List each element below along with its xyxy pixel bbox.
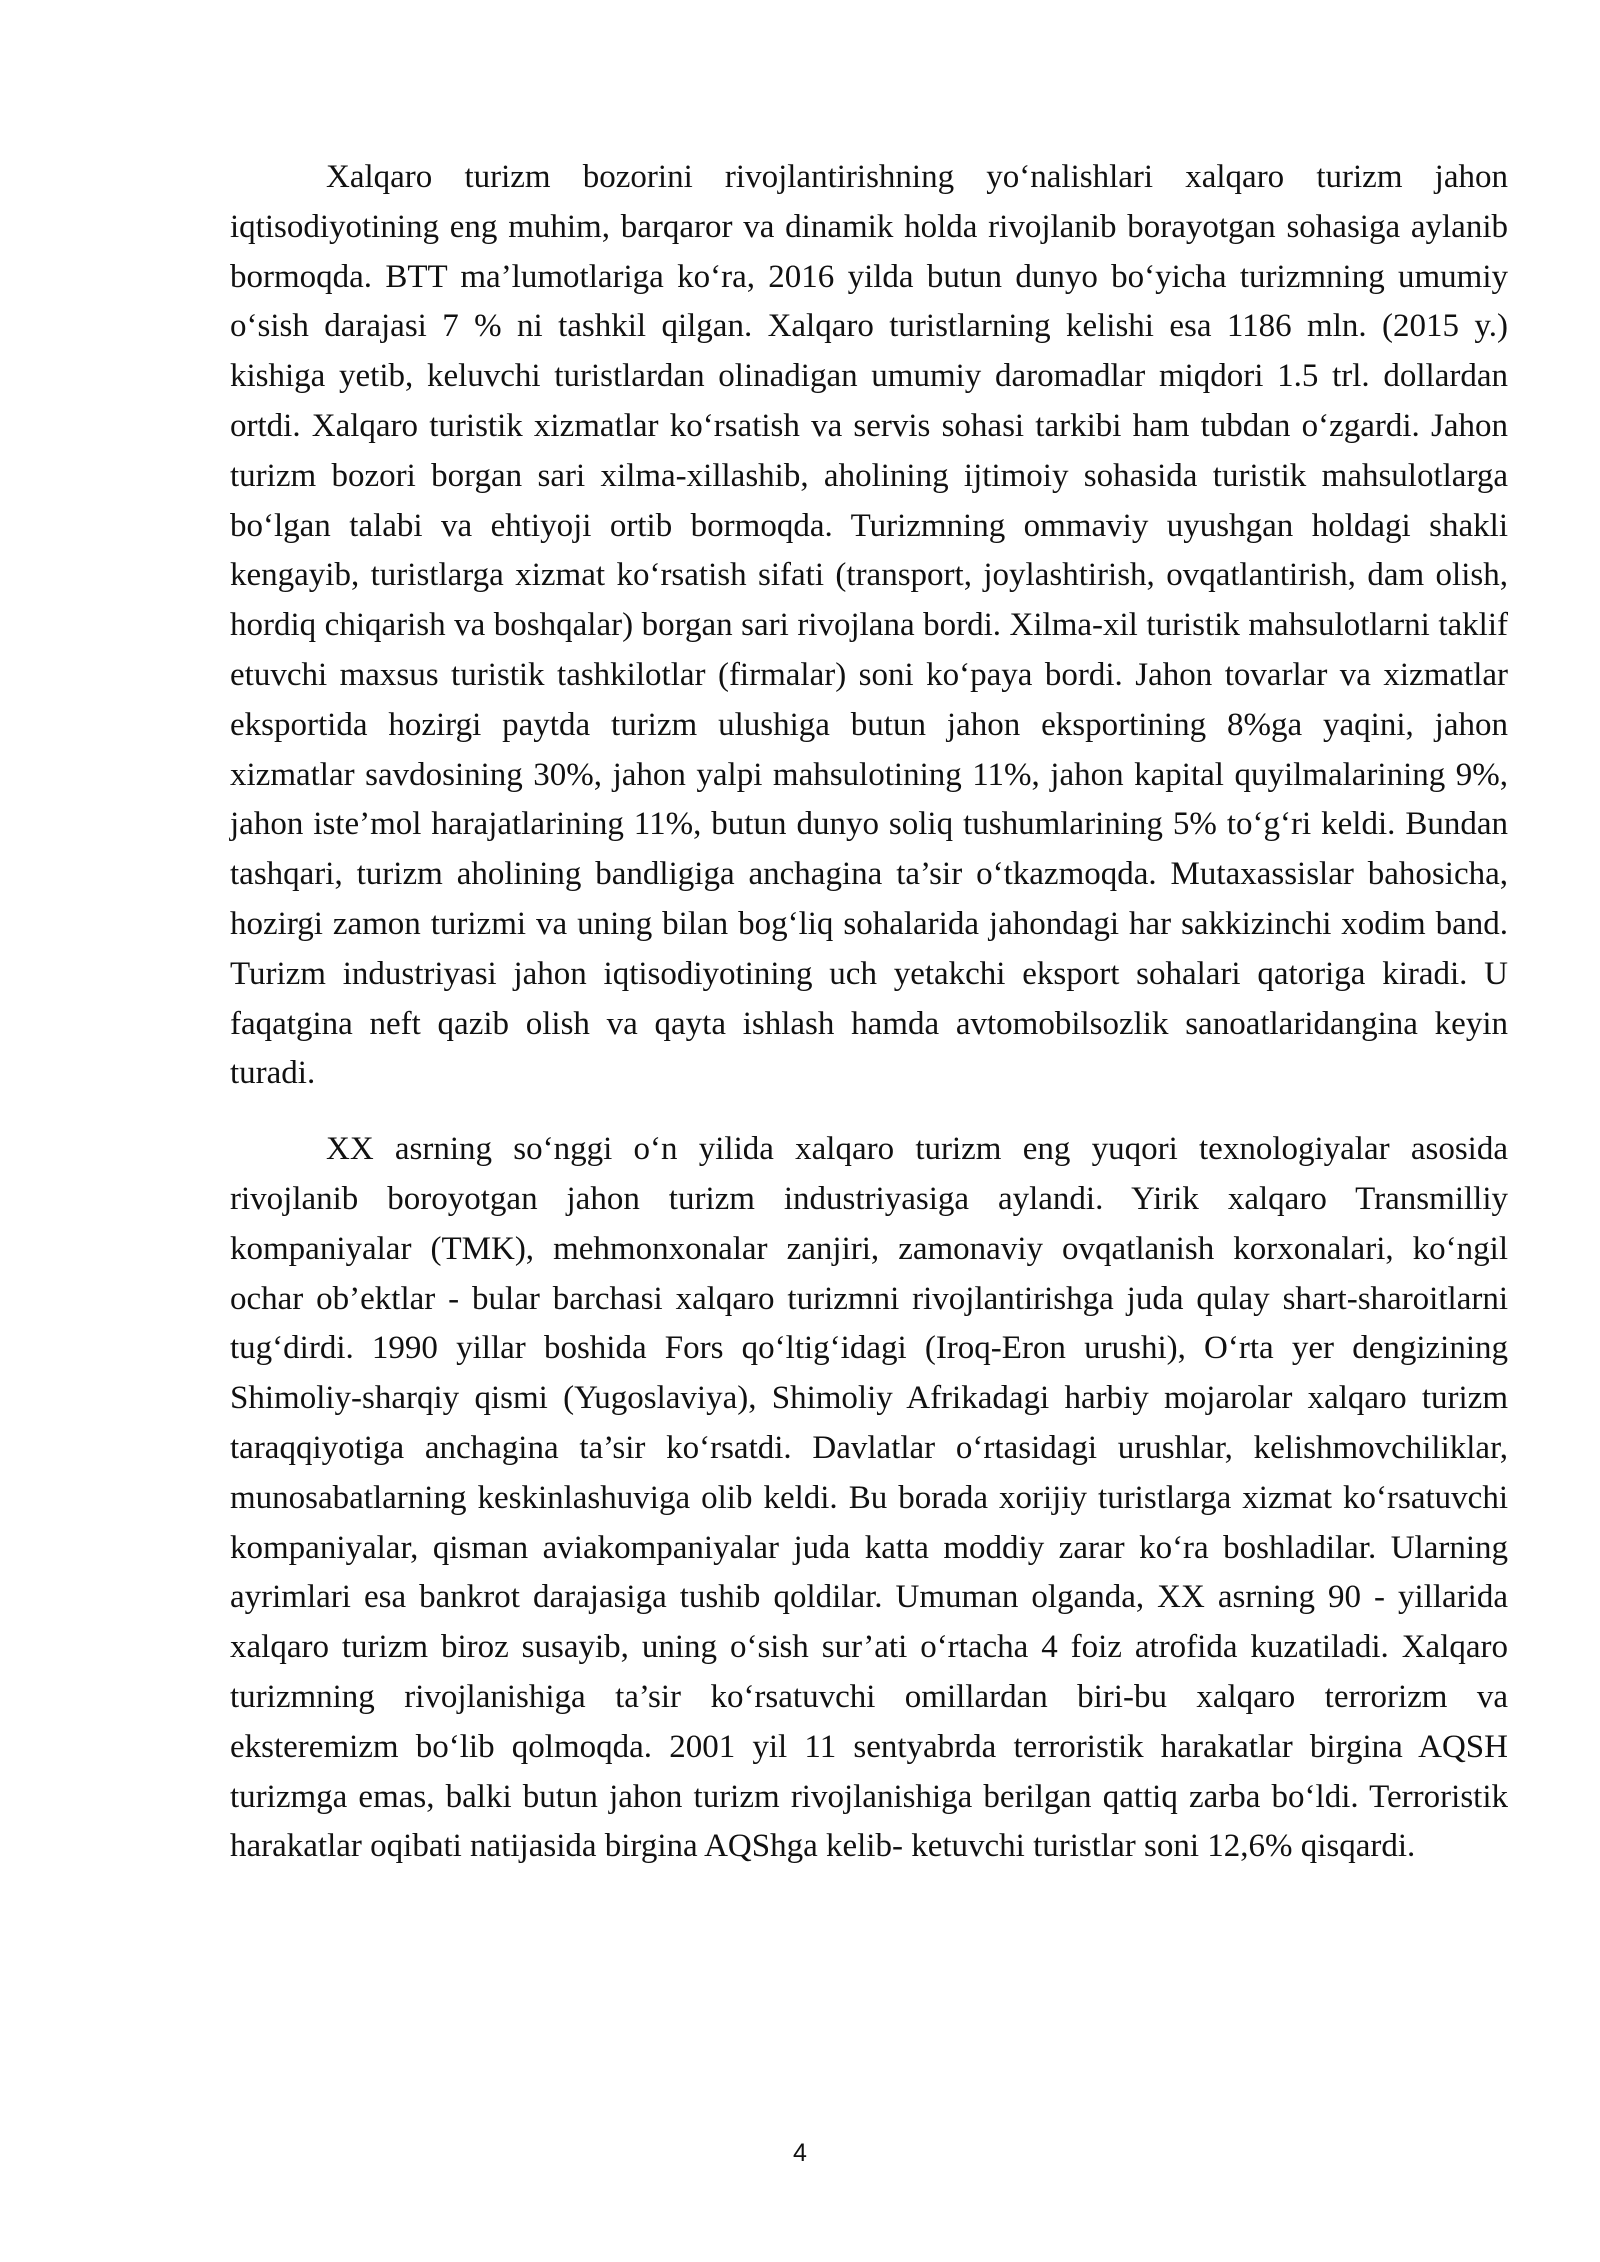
body-text [230, 153, 1508, 1872]
paragraph-1: Xalqaro turizm bozorini rivojlantirishning yo‘nalishlari xalqaro turizm jahon iqtisodiyotining eng muhim, barqaror va dinamik holda rivojlanib borayotgan sohasiga aylanib bormoqda. BTT ma’lumotlariga ko‘ra, 2016 yilda butun dunyo bo‘yicha turizmning umumiy o‘sish darajasi 7 % ni tashkil qilgan. Xalqaro turistlarning kelishi esa 1186 mln. (2015 y.) kishiga yetib, keluvchi turistlardan olinadigan umumiy daromadlar miqdori 1.5 trl. dollardan ortdi. Xalqaro turistik xizmatlar ko‘rsatish va servis sohasi tarkibi ham tubdan o‘zgardi. Jahon turizm bozori borgan sari xilma-xillashib, aholining ijtimoiy sohasida turistik mahsulotlarga bo‘lgan talabi va ehtiyoji ortib bormoqda. Turizmning ommaviy uyushgan holdagi shakli kengayib, turistlarga xizmat ko‘rsatish sifati (transport, joylashtirish, ovqatlantirish, dam olish, hordiq chiqarish va boshqalar) borgan sari rivojlana bordi. Xilma-xil turistik mahsulotlarni taklif etuvchi maxsus turistik tashkilotlar (firmalar) soni ko‘paya bordi. Jahon tovarlar va xizmatlar eksportida hozirgi paytda turizm ulushiga butun jahon eksportining 8%ga yaqini, jahon xizmatlar savdosining 30%, jahon yalpi mahsulotining 11%, jahon kapital quyilmalarining 9%, jahon iste’mol harajatlarining 11%, butun dunyo soliq tushumlarining 5% to‘g‘ri keldi. Bundan tashqari, turizm aholining bandligiga anchagina ta’sir o‘tkazmoqda. Mutaxassislar bahosicha, hozirgi zamon turizmi va uning bilan bog‘liq sohalarida jahondagi har sakkizinchi xodim band. Turizm industriyasi jahon iqtisodiyotining uch yetakchi eksport sohalari qatoriga kiradi. U faqatgina neft qazib olish va qayta ishlash hamda avtomobilsozlik sanoatlaridangina keyin turadi. [230, 159, 1508, 1092]
paragraph-2: XX asrning so‘nggi o‘n yilida xalqaro turizm eng yuqori texnologiyalar asosida rivojlanib boroyotgan jahon turizm industriyasiga aylandi. Yirik xalqaro Transmilliy kompaniyalar (TMK), mehmonxonalar zanjiri, zamonaviy ovqatlanish korxonalari, ko‘ngil ochar ob’ektlar - bular barchasi xalqaro turizmni rivojlantirishga juda qulay shart-sharoitlarni tug‘dirdi. 1990 yillar boshida Fors qo‘ltig‘idagi (Iroq-Eron urushi), O‘rta yer dengizining Shimoliy-sharqiy qismi (Yugoslaviya), Shimoliy Afrikadagi harbiy mojarolar xalqaro turizm taraqqiyotiga anchagina ta’sir ko‘rsatdi. Davlatlar o‘rtasidagi urushlar, kelishmovchiliklar, munosabatlarning keskinlashuviga olib keldi. Bu borada xorijiy turistlarga xizmat ko‘rsatuvchi kompaniyalar, qisman aviakompaniyalar juda katta moddiy zarar ko‘ra boshladilar. Ularning ayrimlari esa bankrot darajasiga tushib qoldilar. Umuman olganda, XX asrning 90 - yillarida xalqaro turizm biroz susayib, uning o‘sish sur’ati o‘rtacha 4 foiz atrofida kuzatiladi. Xalqaro turizmning rivojlanishiga ta’sir ko‘rsatuvchi omillardan biri-bu xalqaro terrorizm va eksteremizm bo‘lib qolmoqda. 2001 yil 11 sentyabrda terroristik harakatlar birgina AQSH turizmga emas, balki butun jahon turizm rivojlanishiga berilgan qattiq zarba bo‘ldi. Terroristik harakatlar oqibati natijasida birgina AQShga kelib- ketuvchi turistlar soni 12,6% qisqardi. [230, 1131, 1508, 1865]
page-number: 4 [793, 2139, 807, 2167]
